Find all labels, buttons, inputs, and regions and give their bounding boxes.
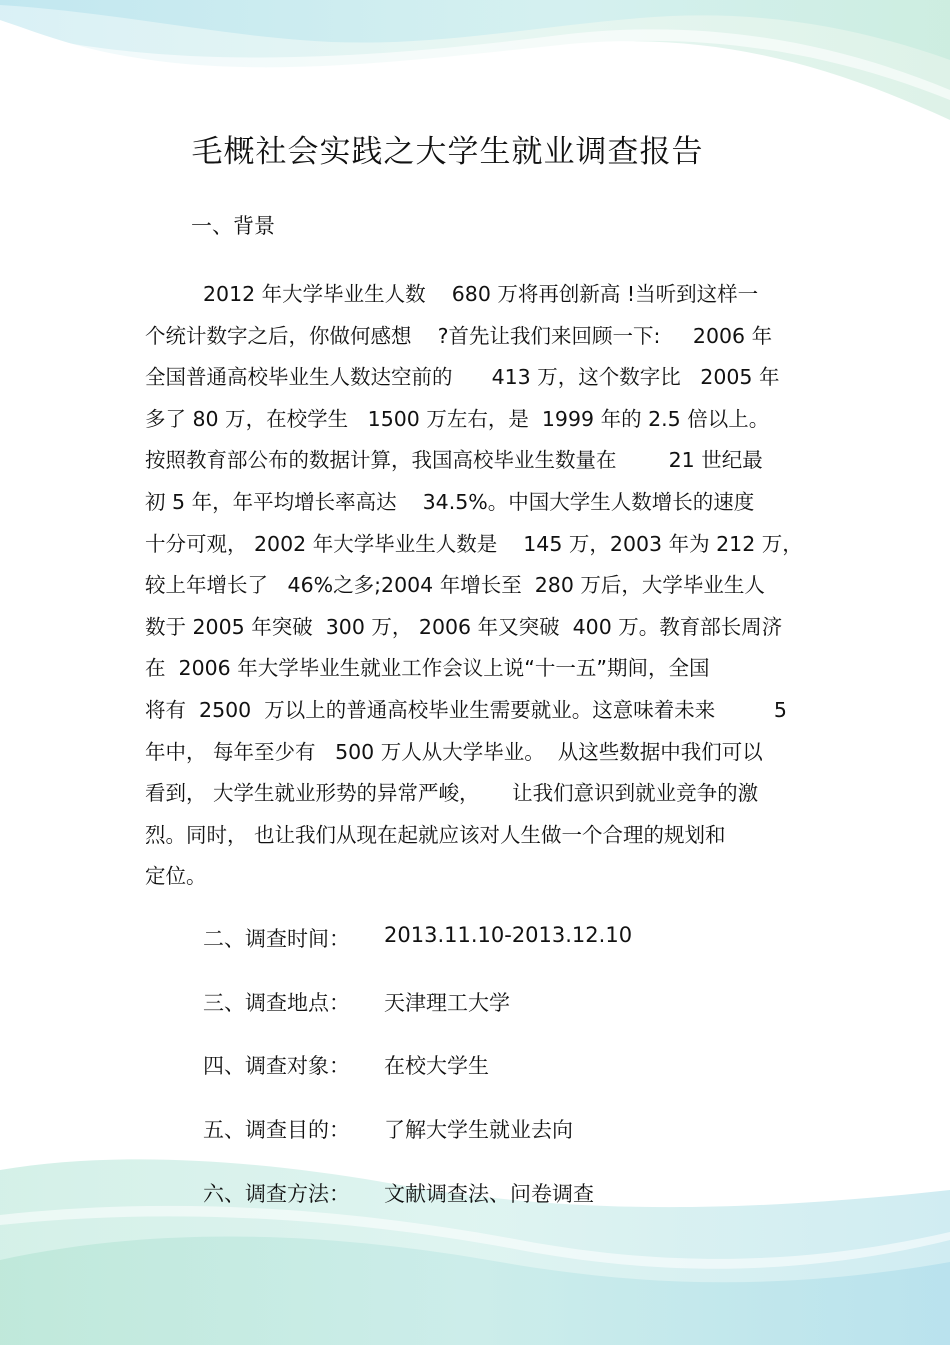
paragraph-line: 较上年增长了 46%之多;2004 年增长至 280 万后，大学毕业生人 bbox=[145, 573, 765, 598]
paragraph-line: 数于 2005 年突破 300 万， 2006 年又突破 400 万。教育部长周济 bbox=[145, 614, 783, 639]
paragraph-line: 按照教育部公布的数据计算，我国高校毕业生数量在 21 世纪最 bbox=[145, 448, 763, 473]
section-heading-background: 一、背景 bbox=[191, 214, 275, 238]
info-label: 五、调查目的： bbox=[203, 1118, 350, 1142]
paragraph-line: 初 5 年，年平均增长率高达 34.5%。中国大学生人数增长的速度 bbox=[145, 489, 755, 514]
info-label: 二、调查时间： bbox=[203, 927, 350, 951]
paragraph-line: 十分可观， 2002 年大学毕业生人数是 145 万，2003 年为 212 万， bbox=[145, 531, 803, 556]
info-survey-subject bbox=[203, 1050, 843, 1080]
paragraph-line: 将有 2500 万以上的普通高校毕业生需要就业。这意味着未来 5 bbox=[145, 697, 787, 722]
paragraph-line: 烈。同时， 也让我们从现在起就应该对人生做一个合理的规划和 bbox=[145, 822, 726, 847]
info-survey-time bbox=[203, 923, 843, 953]
document-title: 毛概社会实践之大学生就业调查报告 bbox=[191, 134, 704, 170]
info-value: 文献调查法、问卷调查 bbox=[384, 1182, 594, 1206]
paragraph-line: 在 2006 年大学毕业生就业工作会议上说“十一五”期间，全国 bbox=[145, 656, 710, 681]
info-value: 天津理工大学 bbox=[384, 991, 510, 1015]
info-label: 六、调查方法： bbox=[203, 1182, 350, 1206]
paragraph-line: 全国普通高校毕业生人数达空前的 413 万，这个数字比 2005 年 bbox=[145, 365, 780, 390]
info-survey-purpose bbox=[203, 1114, 843, 1144]
paragraph-line: 多了 80 万，在校学生 1500 万左右，是 1999 年的 2.5 倍以上。 bbox=[145, 406, 770, 431]
info-label: 三、调查地点： bbox=[203, 991, 350, 1015]
paragraph-line: 2012 年大学毕业生人数 680 万将再创新高 !当听到这样一 bbox=[203, 282, 759, 306]
info-label: 四、调查对象： bbox=[203, 1054, 350, 1078]
paragraph-line: 年中， 每年至少有 500 万人从大学毕业。 从这些数据中我们可以 bbox=[145, 739, 763, 764]
info-value: 了解大学生就业去向 bbox=[384, 1118, 573, 1142]
paragraph-line: 个统计数字之后，你做何感想 ?首先让我们来回顾一下: 2006 年 bbox=[145, 323, 773, 348]
info-survey-method bbox=[203, 1178, 843, 1208]
paragraph-line: 定位。 bbox=[145, 864, 207, 889]
info-value: 在校大学生 bbox=[384, 1054, 489, 1078]
info-survey-location bbox=[203, 987, 843, 1017]
paragraph-line: 看到， 大学生就业形势的异常严峻， 让我们意识到就业竞争的激 bbox=[145, 781, 759, 806]
info-value: 2013.11.10-2013.12.10 bbox=[384, 923, 633, 947]
background-paragraph bbox=[145, 274, 810, 898]
